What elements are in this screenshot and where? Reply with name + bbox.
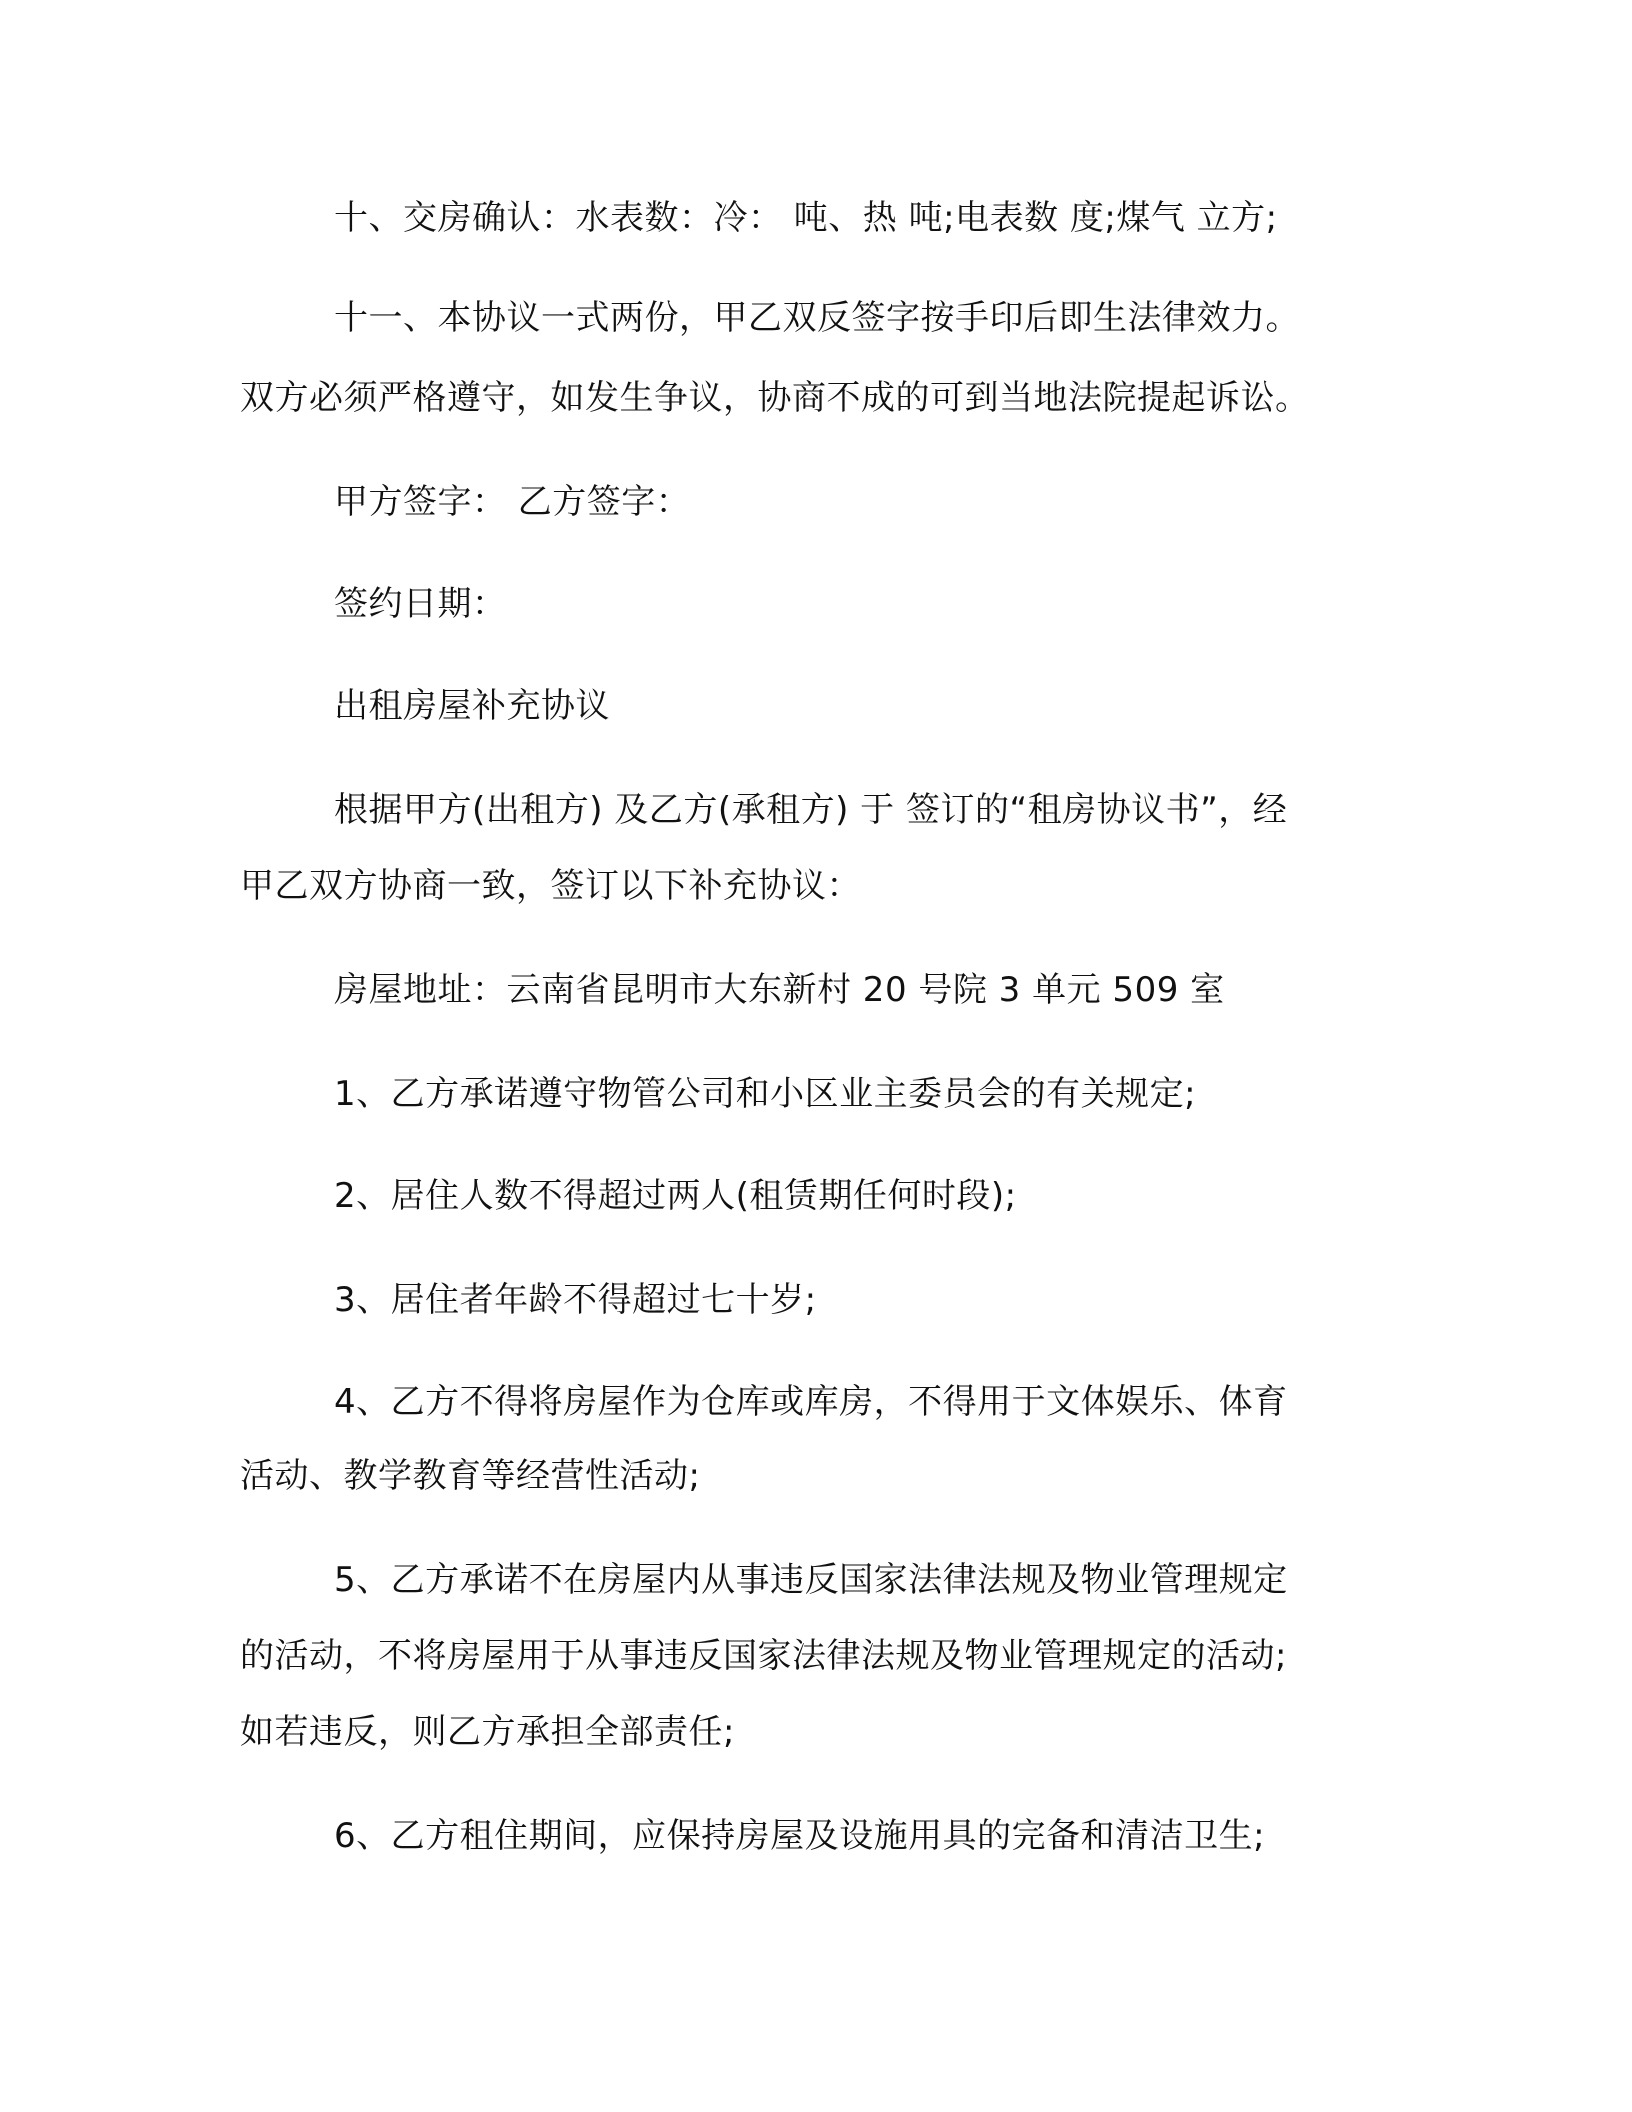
signature-line: 甲方签字： 乙方签字： [334,482,691,522]
item-4-line-1: 4、乙方不得将房屋作为仓库或库房，不得用于文体娱乐、体育 [334,1382,1288,1422]
signing-date: 签约日期： [334,584,507,624]
item-5-line-2: 的活动，不将房屋用于从事违反国家法律法规及物业管理规定的活动; [240,1636,1287,1676]
house-address: 房屋地址：云南省昆明市大东新村 20 号院 3 单元 509 室 [334,970,1225,1010]
item-1: 1、乙方承诺遵守物管公司和小区业主委员会的有关规定; [334,1074,1197,1114]
item-4-line-2: 活动、教学教育等经营性活动; [240,1456,701,1496]
supplement-title: 出租房屋补充协议 [334,686,610,726]
clause-11-line-2: 双方必须严格遵守，如发生争议，协商不成的可到当地法院提起诉讼。 [240,378,1310,418]
intro-line-1: 根据甲方(出租方) 及乙方(承租方) 于 签订的“租房协议书”，经 [334,790,1288,830]
item-2: 2、居住人数不得超过两人(租赁期任何时段); [334,1176,1017,1216]
clause-11-line-1: 十一、本协议一式两份，甲乙双反签字按手印后即生法律效力。 [334,298,1300,338]
clause-10-handover-readings: 十、交房确认：水表数：冷： 吨、热 吨;电表数 度;煤气 立方; [334,198,1278,238]
intro-line-2: 甲乙双方协商一致，签订以下补充协议： [240,866,861,906]
item-5-line-3: 如若违反，则乙方承担全部责任; [240,1712,735,1752]
item-3: 3、居住者年龄不得超过七十岁; [334,1280,817,1320]
item-5-line-1: 5、乙方承诺不在房屋内从事违反国家法律法规及物业管理规定 [334,1560,1288,1600]
item-6: 6、乙方租住期间，应保持房屋及设施用具的完备和清洁卫生; [334,1816,1266,1856]
